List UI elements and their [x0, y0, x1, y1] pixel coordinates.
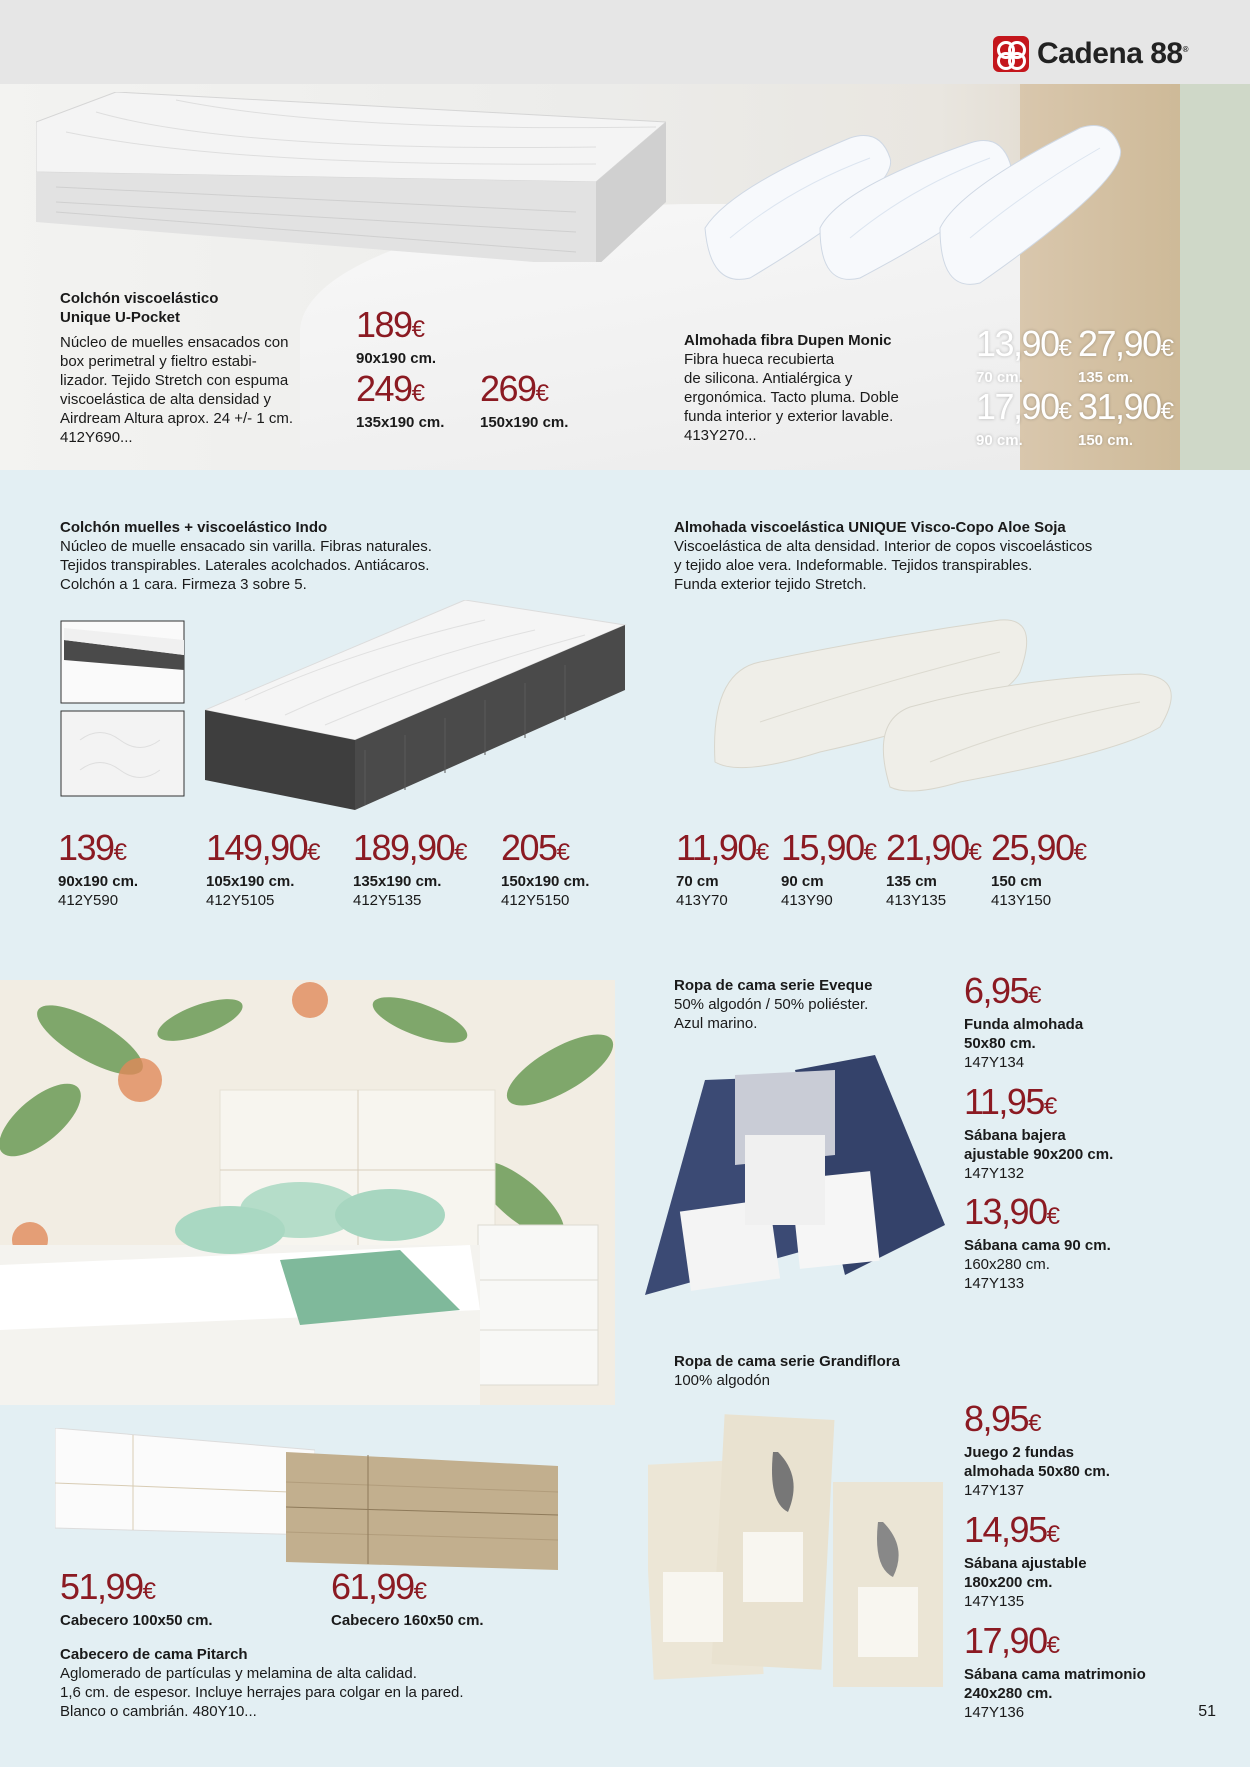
dupen-pillow-info: [684, 331, 944, 445]
product-title: Colchón muelles + viscoelástico Indo: [60, 519, 328, 536]
eveque-bedding-info: [674, 976, 934, 1033]
cadena88-logo-icon: [993, 36, 1029, 72]
product-description: Fibra hueca recubierta: [684, 351, 835, 368]
product-description: y tejido aloe vera. Indeformable. Tejidos transpirables.: [674, 557, 1033, 574]
brand-name: Cadena 88®: [1037, 37, 1188, 70]
product-description: Viscoelástica de alta densidad. Interior de copos viscoelásticos: [674, 538, 1093, 555]
product-title: Ropa de cama serie Eveque: [674, 977, 873, 994]
price-tag: 27,90€ 135 cm.: [1078, 323, 1173, 386]
price-tag: 11,90€ 70 cm 413Y70: [676, 827, 768, 909]
price-tag: 249€ 135x190 cm.: [356, 368, 445, 431]
price-tag: 189,90€ 135x190 cm. 412Y5135: [353, 827, 466, 909]
product-title: Cabecero de cama Pitarch: [60, 1646, 248, 1663]
product-description: box perimetral y fieltro estabi-: [60, 353, 257, 370]
product-title: Almohada fibra Dupen Monic: [684, 332, 892, 349]
product-description: lizador. Tejido Stretch con espuma: [60, 372, 289, 389]
product-description: 1,6 cm. de espesor. Incluye herrajes para colgar en la pared.: [60, 1684, 464, 1701]
page-number: 51: [1198, 1703, 1216, 1720]
indo-mattress-image: [205, 600, 630, 810]
pitarch-headboard-info: [60, 1645, 620, 1721]
dupen-pillows-image: [690, 118, 1180, 318]
product-description: Blanco o cambrián. 480Y10...: [60, 1703, 257, 1720]
unique-pillow-info: [674, 518, 1234, 594]
product-description: Núcleo de muelle ensacado sin varilla. Fibras naturales.: [60, 538, 432, 555]
product-description: 50% algodón / 50% poliéster.: [674, 996, 869, 1013]
price-tag: 15,90€ 90 cm 413Y90: [781, 827, 876, 909]
price-tag: 14,95€ Sábana ajustable 180x200 cm. 147Y135: [964, 1509, 1087, 1610]
unique-pillows-image: [700, 612, 1180, 802]
product-ref: 412Y690...: [60, 429, 133, 446]
product-description: viscoelástica de alta densidad y: [60, 391, 271, 408]
price-tag: 205€ 150x190 cm. 412Y5150: [501, 827, 590, 909]
product-description: Funda exterior tejido Stretch.: [674, 576, 867, 593]
unique-pocket-info: [60, 289, 340, 447]
product-description: Airdream Altura aprox. 24 +/- 1 cm.: [60, 410, 294, 427]
price-tag: 21,90€ 135 cm 413Y135: [886, 827, 981, 909]
price-tag: 17,90€ 90 cm.: [976, 386, 1071, 449]
bedroom-photo: [0, 980, 615, 1405]
product-title: Almohada viscoelástica UNIQUE Visco-Copo Aloe Soja: [674, 519, 1066, 536]
product-title: Ropa de cama serie Grandiflora: [674, 1353, 900, 1370]
product-description: Aglomerado de partículas y melamina de alta calidad.: [60, 1665, 417, 1682]
product-description: de silicona. Antialérgica y: [684, 370, 853, 387]
price-tag: 17,90€ Sábana cama matrimonio 240x280 cm. 147Y136: [964, 1620, 1146, 1721]
price-tag: 139€ 90x190 cm. 412Y590: [58, 827, 139, 909]
grandiflora-bedding-info: [674, 1352, 954, 1390]
price-tag: 269€ 150x190 cm.: [480, 368, 569, 431]
product-description: ergonómica. Tacto pluma. Doble: [684, 389, 899, 406]
price-tag: 149,90€ 105x190 cm. 412Y5105: [206, 827, 319, 909]
product-description: funda interior y exterior lavable.: [684, 408, 894, 425]
oak-headboard-image: [286, 1452, 558, 1570]
product-description: Azul marino.: [674, 1015, 758, 1032]
price-tag: 189€ 90x190 cm.: [356, 304, 437, 367]
price-tag: 61,99€ Cabecero 160x50 cm.: [331, 1566, 484, 1629]
eveque-bedding-image: [645, 1055, 945, 1305]
indo-mattress-detail-thumbnails: [60, 620, 186, 798]
price-tag: 51,99€ Cabecero 100x50 cm.: [60, 1566, 213, 1629]
grandiflora-bedding-image: [648, 1412, 948, 1690]
price-tag: 31,90€ 150 cm.: [1078, 386, 1173, 449]
indo-mattress-info: [60, 518, 620, 594]
product-ref: 413Y270...: [684, 427, 757, 444]
unique-pocket-mattress-image: [36, 92, 666, 262]
product-description: Colchón a 1 cara. Firmeza 3 sobre 5.: [60, 576, 307, 593]
product-description: Tejidos transpirables. Laterales acolchados. Antiácaros.: [60, 557, 430, 574]
white-headboard-image: [55, 1428, 315, 1535]
product-description: Núcleo de muelles ensacados con: [60, 334, 289, 351]
price-tag: 13,90€ 70 cm.: [976, 323, 1071, 386]
product-title: Unique U-Pocket: [60, 309, 181, 326]
price-tag: 8,95€ Juego 2 fundas almohada 50x80 cm. 147Y137: [964, 1398, 1110, 1499]
price-tag: 6,95€ Funda almohada 50x80 cm. 147Y134: [964, 970, 1084, 1071]
price-tag: 25,90€ 150 cm 413Y150: [991, 827, 1086, 909]
brand-logo[interactable]: [993, 34, 1188, 74]
product-title: Colchón viscoelástico: [60, 290, 219, 307]
product-description: 100% algodón: [674, 1372, 770, 1389]
price-tag: 11,95€ Sábana bajera ajustable 90x200 cm. 147Y132: [964, 1081, 1114, 1182]
price-tag: 13,90€ Sábana cama 90 cm. 160x280 cm. 147Y133: [964, 1191, 1111, 1292]
